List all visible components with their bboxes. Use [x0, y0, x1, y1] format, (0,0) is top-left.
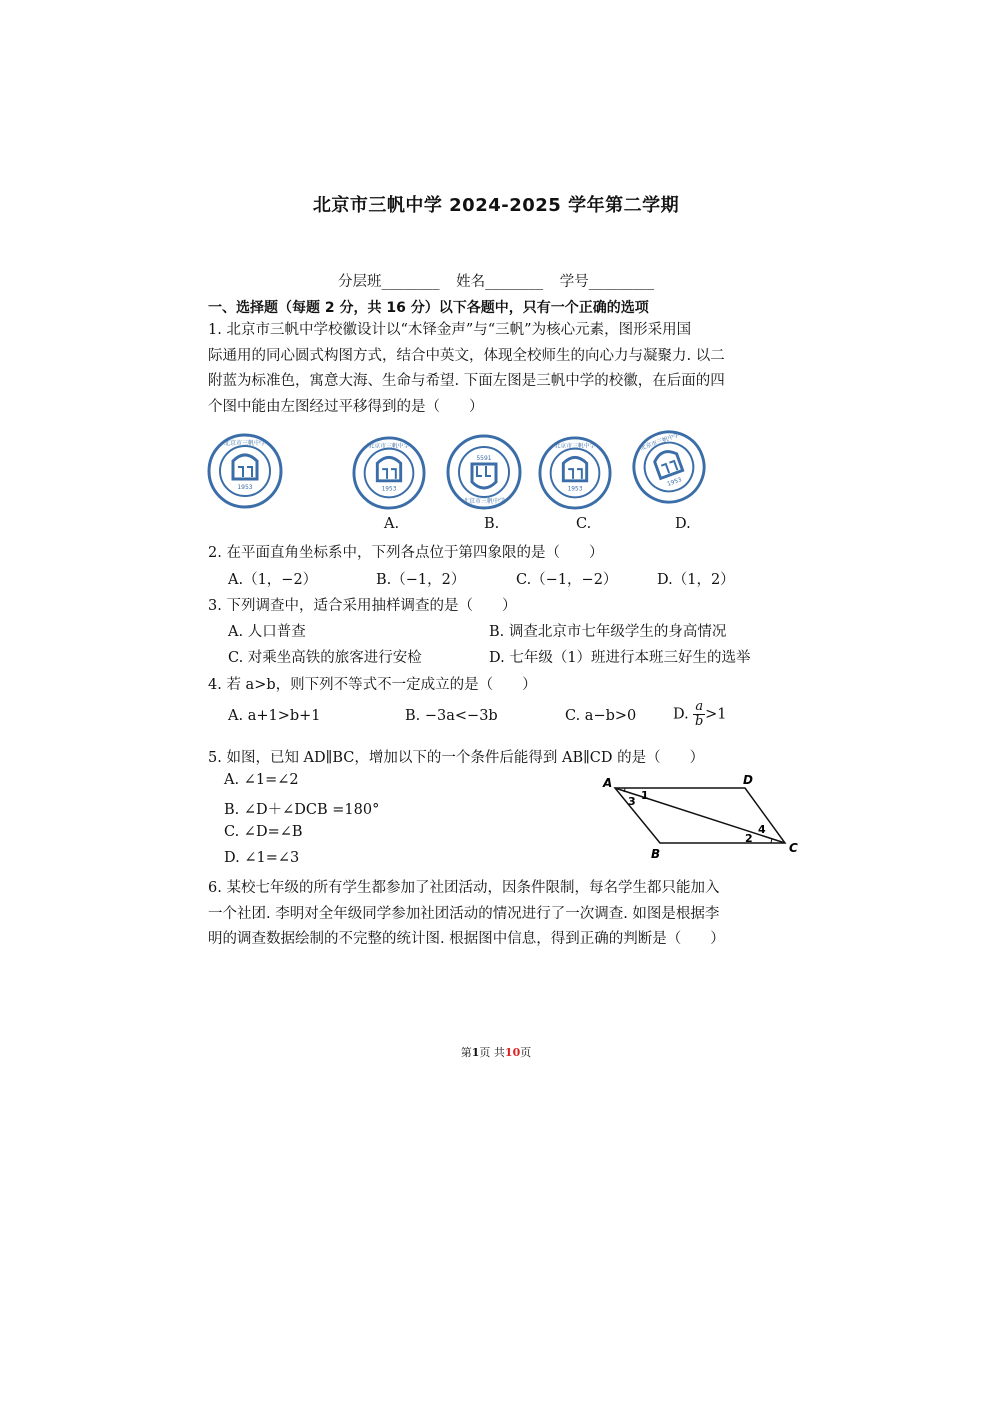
q4-option-b: B. −3a<−3b — [405, 708, 498, 724]
question-3-stem: 3. 下列调查中，适合采用抽样调查的是（ ） — [208, 598, 517, 614]
name-field[interactable]: 姓名________ — [456, 274, 544, 290]
logo-year: 1953 — [381, 486, 397, 493]
vertex-d: D — [743, 773, 753, 787]
q5-option-a: A. ∠1=∠2 — [224, 772, 299, 788]
q2-option-c: C.（−1，−2） — [516, 572, 618, 588]
q4-option-d-tail: >1 — [705, 706, 727, 723]
logo-option-b — [446, 434, 522, 510]
current-page: 1 — [471, 1046, 480, 1059]
footer-mid: 页 共 — [479, 1046, 505, 1059]
footer-post: 页 — [520, 1046, 532, 1059]
angle-4-label: 4 — [758, 823, 766, 836]
logo-label-d: D. — [675, 516, 691, 532]
logo-top-text: 北京市三帆中学 — [554, 443, 596, 450]
logo-year: 5591 — [476, 455, 492, 462]
logo-top-text: 北京市三帆中学 — [462, 498, 506, 505]
logo-top-text: 北京市三帆中学 — [368, 443, 410, 450]
q2-option-d: D.（1，2） — [657, 572, 735, 588]
vertex-a: A — [603, 776, 613, 790]
q5-option-c: C. ∠D=∠B — [224, 824, 303, 840]
student-id-field[interactable]: 学号_________ — [559, 274, 654, 290]
logo-label-a: A. — [384, 516, 400, 532]
angle-1-label: 1 — [641, 789, 649, 802]
logo-label-c: C. — [576, 516, 592, 532]
parallelogram-figure — [595, 772, 805, 862]
page-title: 北京市三帆中学 2024-2025 学年第二学期 — [312, 195, 680, 216]
logo-top-text: 北京市三帆中学 — [223, 440, 267, 447]
q6-line: 6. 某校七年级的所有学生都参加了社团活动，因条件限制，每名学生都只能加入 — [208, 880, 720, 896]
angle-2-label: 2 — [745, 832, 753, 845]
fraction-denominator: b — [695, 714, 704, 729]
logo-option-c — [538, 436, 612, 510]
school-logo-original — [207, 433, 283, 509]
q6-line: 明的调查数据绘制的不完整的统计图. 根据图中信息，得到正确的判断是（ ） — [208, 931, 725, 947]
q2-option-a: A.（1，−2） — [228, 572, 318, 588]
page-footer — [0, 1044, 992, 1060]
total-pages: 10 — [504, 1046, 521, 1059]
logo-year: 1953 — [666, 477, 683, 488]
q1-line: 个图中能由左图经过平移得到的是（ ） — [208, 398, 484, 415]
class-field[interactable]: 分层班________ — [338, 274, 440, 290]
section-heading: 一、选择题（每题 2 分，共 16 分）以下各题中，只有一个正确的选项 — [208, 300, 649, 316]
logo-label-b: B. — [484, 516, 500, 532]
q5-option-d: D. ∠1=∠3 — [224, 850, 300, 866]
logo-year: 1953 — [567, 486, 583, 493]
q4-option-a: A. a+1>b+1 — [228, 708, 321, 724]
q4-option-d — [673, 700, 726, 729]
fraction-numerator: a — [695, 699, 704, 714]
q1-line: 际通用的同心圆式构图方式，结合中英文，体现全校师生的向心力与凝聚力. 以二 — [208, 347, 725, 364]
question-6-stem — [208, 876, 786, 953]
q5-option-b: B. ∠D＋∠DCB =180° — [224, 802, 380, 818]
q3-option-c: C. 对乘坐高铁的旅客进行安检 — [228, 650, 422, 666]
q3-option-d: D. 七年级（1）班进行本班三好生的选举 — [489, 650, 751, 666]
q4-option-d-label: D. — [673, 706, 689, 723]
q1-line: 附蓝为标准色，寓意大海、生命与希望. 下面左图是三帆中学的校徽，在后面的四 — [208, 373, 725, 389]
q1-line: 1. 北京市三帆中学校徽设计以“木铎金声”与“三帆”为核心元素，图形采用国 — [208, 322, 692, 338]
angle-3-label: 3 — [628, 795, 636, 808]
q4-option-c: C. a−b>0 — [565, 708, 637, 724]
logo-option-d — [632, 430, 706, 504]
q4-fraction — [693, 700, 705, 729]
logo-option-a — [352, 436, 426, 510]
question-2-stem: 2. 在平面直角坐标系中，下列各点位于第四象限的是（ ） — [208, 545, 604, 561]
question-1-stem — [208, 318, 786, 420]
footer-pre: 第 — [460, 1046, 472, 1059]
logo-year: 1953 — [237, 484, 253, 491]
logo-top-text: 北京市三帆中学 — [639, 432, 681, 453]
q3-option-b: B. 调查北京市七年级学生的身高情况 — [489, 624, 727, 640]
vertex-b: B — [651, 847, 661, 861]
q6-line: 一个社团. 李明对全年级同学参加社团活动的情况进行了一次调查. 如图是根据李 — [208, 905, 720, 922]
question-4-stem: 4. 若 a>b，则下列不等式不一定成立的是（ ） — [208, 677, 537, 693]
vertex-c: C — [789, 841, 798, 855]
question-5-stem: 5. 如图，已知 AD∥BC，增加以下的一个条件后能得到 AB∥CD 的是（ ） — [208, 750, 705, 766]
student-info-line — [0, 270, 992, 291]
q2-option-b: B.（−1，2） — [376, 572, 466, 588]
q3-option-a: A. 人口普查 — [228, 624, 306, 640]
